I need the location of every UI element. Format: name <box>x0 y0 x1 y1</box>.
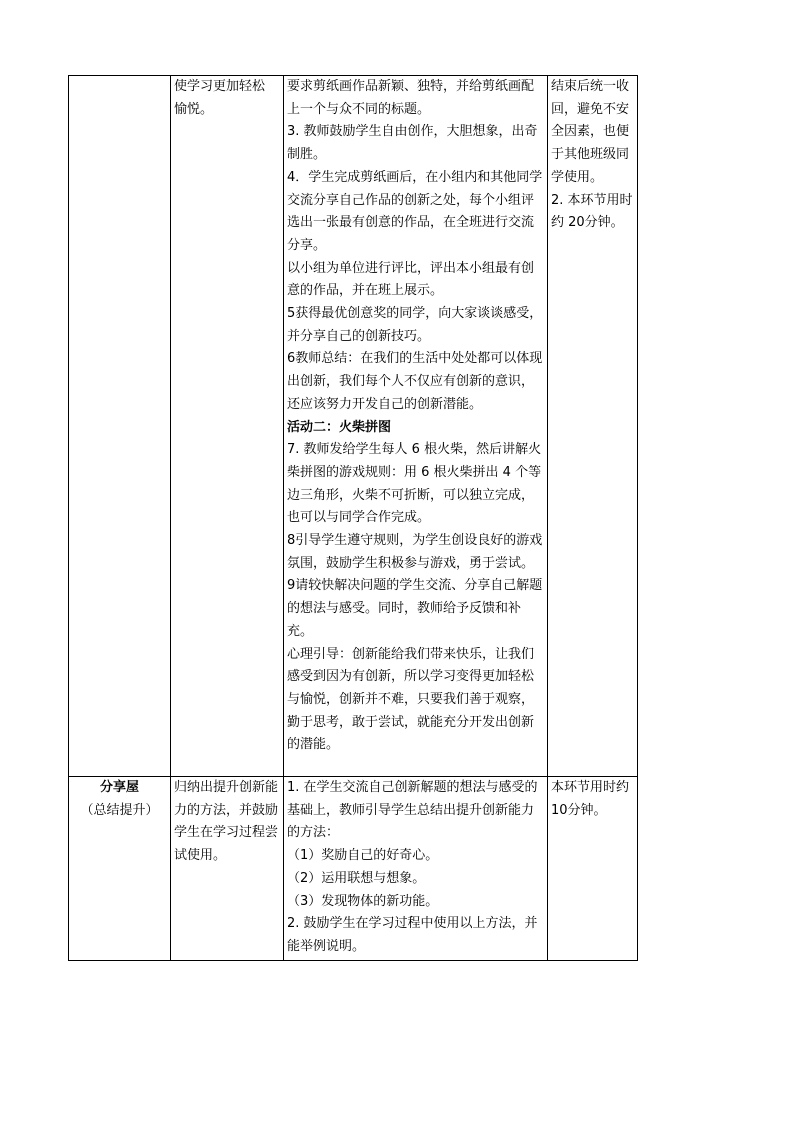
activity-paragraph: 以小组为单位进行评比，评出本小组最有创意的作品，并在班上展示。 <box>287 260 535 299</box>
activity-paragraph: 3. 教师鼓励学生自由创作，大胆想象，出奇制胜。 <box>287 124 538 163</box>
notes-cell <box>548 76 638 777</box>
activity-paragraph: 心理引导：创新能给我们带来快乐，让我们感受到因为有创新，所以学习变得更加轻松与愉悦，创新并不难，只要我们善于观察，勤于思考，敢于尝试，就能充分开发出创新的潜能。 <box>287 646 535 753</box>
activity-paragraph: 4．学生完成剪纸画后，在小组内和其他同学交流分享自己作品的创新之处，每个小组评选出一张最有创意的作品，在全班进行交流分享。 <box>287 169 543 253</box>
stage-title: 分享屋 <box>99 780 139 795</box>
activity-paragraph: （1）奖励自己的好奇心。 <box>287 848 439 864</box>
activity-paragraph: 1. 在学生交流自己创新解题的想法与感受的基础上，教师引导学生总结出提升创新能力的方法： <box>287 780 538 841</box>
notes-paragraph: 2. 本环节用时约 20分钟。 <box>551 192 633 231</box>
activity-paragraph: （3）发现物体的新功能。 <box>287 893 439 909</box>
stage-subtitle: （总结提升） <box>80 802 159 818</box>
activity-paragraph: 9请较快解决问题的学生交流、分享自己解题的想法与感受。同时，教师给予反馈和补充。 <box>287 578 543 639</box>
activity-paragraph: 6教师总结：在我们的生活中处处都可以体现出创新，我们每个人不仅应有创新的意识，还应该努力开发自己的创新潜能。 <box>287 351 543 412</box>
activity-paragraph: 要求剪纸画作品新颖、独特，并给剪纸画配上一个与众不同的标题。 <box>287 79 535 117</box>
stage-cell <box>69 76 171 777</box>
goal-line: 愉悦。 <box>174 101 214 117</box>
activity-cell <box>284 76 548 777</box>
notes-cell <box>548 777 638 961</box>
table-row <box>69 76 638 777</box>
activity-paragraph: （2）运用联想与想象。 <box>287 870 426 886</box>
notes-paragraph: 结束后统一收回，避免不安全因素，也便于其他班级同学使用。 <box>551 79 630 185</box>
activity-cell <box>284 777 548 961</box>
activity-paragraph: 5获得最优创意奖的同学，向大家谈谈感受，并分享自己的创新技巧。 <box>287 306 543 344</box>
activity-paragraph: 2. 鼓励学生在学习过程中使用以上方法，并能举例说明。 <box>287 916 538 954</box>
table-row <box>69 777 638 961</box>
goal-cell <box>171 76 284 777</box>
goal-text: 归纳出提升创新能力的方法，并鼓励学生在学习过程尝试使用。 <box>174 780 279 864</box>
activity-paragraph: 8引导学生遵守规则，为学生创设良好的游戏氛围，鼓励学生积极参与游戏，勇于尝试。 <box>287 533 543 571</box>
notes-paragraph: 本环节用时约 10分钟。 <box>551 780 630 818</box>
goal-cell <box>171 777 284 961</box>
stage-cell <box>69 777 171 961</box>
activity-heading: 活动二：火柴拼图 <box>287 419 392 435</box>
activity-paragraph: 7. 教师发给学生每人 6 根火柴，然后讲解火柴拼图的游戏规则：用 6 根火柴拼出 4 个等边三角形，火柴不可折断，可以独立完成，也可以与同学合作完成。 <box>287 442 542 526</box>
goal-line: 使学习更加轻松 <box>174 79 266 94</box>
lesson-plan-table <box>68 75 638 961</box>
